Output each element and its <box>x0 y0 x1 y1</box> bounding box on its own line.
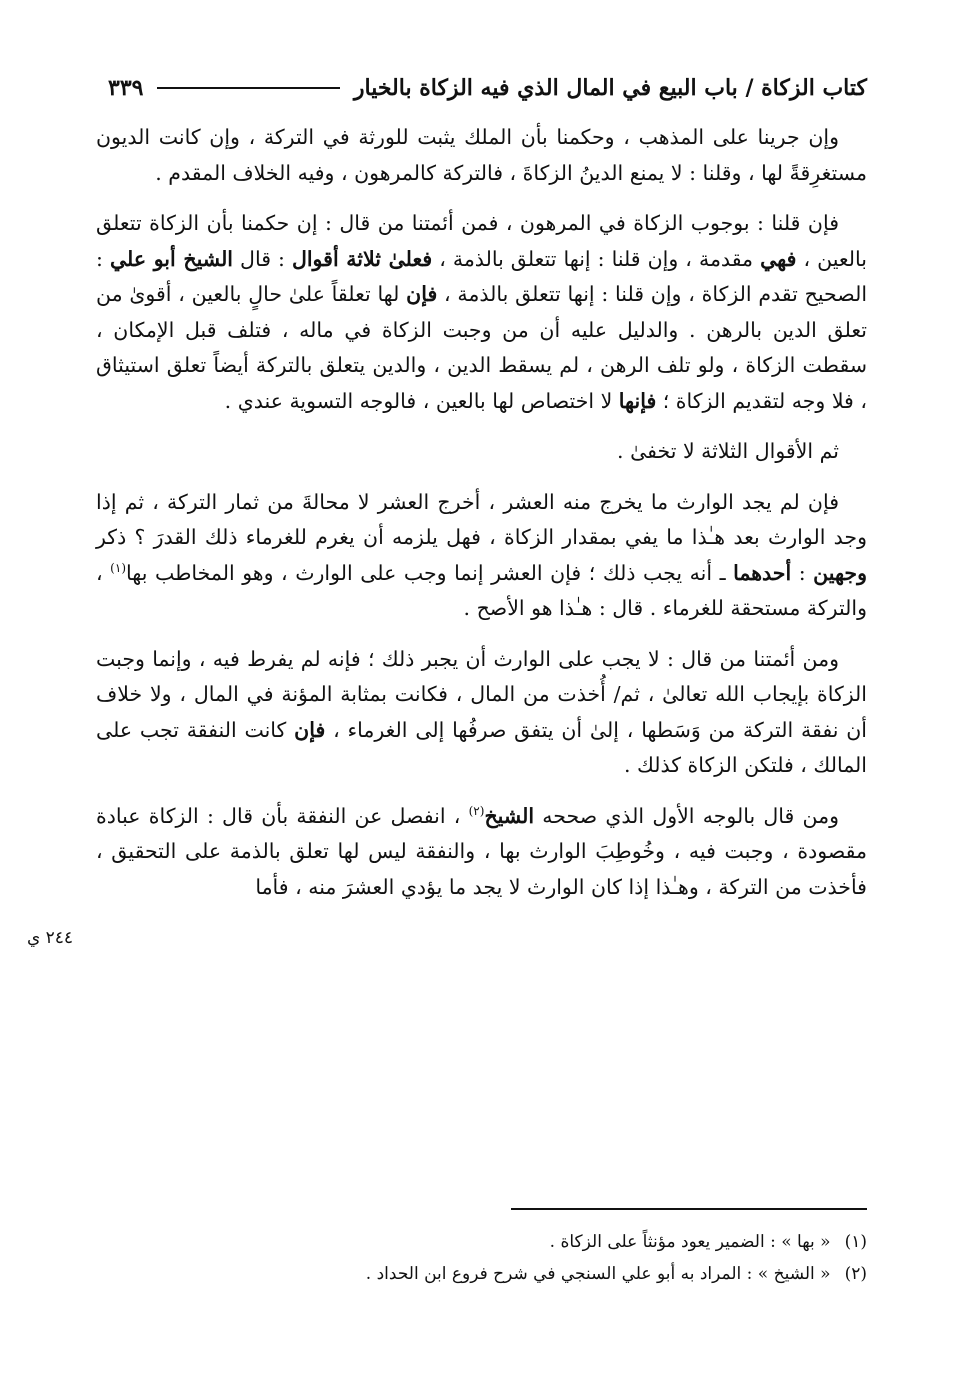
text-run: ثم الأقوال الثلاثة لا تخفىٰ . <box>617 439 839 463</box>
paragraph <box>96 799 867 906</box>
paragraph <box>96 485 867 627</box>
header-rule <box>157 87 339 89</box>
footnotes <box>96 1226 867 1290</box>
text-run: ومن قال بالوجه الأول الذي صححه <box>534 803 839 828</box>
footnote-ref: (٢) <box>468 803 485 818</box>
paragraph <box>96 434 867 470</box>
running-header <box>108 70 867 106</box>
main-text <box>96 120 867 920</box>
bold-term: فإنها <box>618 388 657 413</box>
bold-term: فإن <box>406 282 438 306</box>
paragraph <box>96 120 867 191</box>
text-run: كانت النفقة تجب على المالك ، فلتكن الزكاة كذلك . <box>96 717 867 777</box>
bold-term: فإن <box>294 717 326 742</box>
text-run: مقدمة ، وإن قلنا : إنها تتعلق بالذمة ، <box>432 246 761 271</box>
bold-term: فعلىٰ ثلاثة أقوال <box>291 246 433 271</box>
footnote-number: (٢) <box>844 1264 867 1284</box>
footnote-number: (١) <box>844 1232 867 1252</box>
footnote-text: « بها » : الضمير يعود مؤنثاً على الزكاة . <box>549 1232 831 1252</box>
bold-term: الشيخ أبو علي <box>109 246 234 271</box>
text-run: ـ أنه يجب ذلك ؛ فإن العشر إنما وجب على الوارث ، وهو المخاطب بها <box>126 560 734 585</box>
text-run: لا اختصاص لها بالعين ، فالوجه التسوية عندي . <box>224 388 619 413</box>
text-run: وإن جرينا على المذهب ، وحكمنا بأن الملك يثبت للورثة في التركة ، وإن كانت الديون مستغرِقةً لها ، وقلنا : لا يمنع الدينُ الزكاةَ ، فالتركة كالمرهون ، وفيه الخلاف المقدم . <box>96 125 867 185</box>
bold-term: وجهين <box>813 560 867 585</box>
paragraph <box>96 642 867 784</box>
paragraph <box>96 206 867 419</box>
text-run: فإن لم يجد الوارث ما يخرج منه العشر ، أخرج العشر لا محالةَ من ثمار التركة ، ثم إذا وجد الوارث بعد هـٰذا ما يفي بمقدار الزكاة ، فهل يلزمه أن يغرم للغرماء ذلك القدرَ ؟ ذكر <box>96 489 867 549</box>
text-run: ومن أئمتنا من قال : لا يجب على الوارث أن يجبر ذلك ؛ فإنه لم يفرط فيه ، وإنما وجبت الزكاة بإيجاب الله تعالىٰ ، ثم/ أُخذت من المال ، فكانت بمثابة المؤنة في المال ، ولا خلاف أن نفقة التركة من وَسَطها ، إلىٰ أن يتفق صرفُها إلى الغرماء ، <box>96 646 867 742</box>
margin-note: ٢٤٤ ي <box>26 928 74 948</box>
page-number: ٣٣٩ <box>108 75 144 101</box>
text-run: : <box>791 560 814 585</box>
footnote-rule <box>511 1208 867 1210</box>
text-run: فإن قلنا : بوجوب الزكاة في المرهون ، فمن أئمتنا من قال : إن حكمنا بأن الزكاة تتعلق بالعين ، <box>96 211 867 271</box>
text-run: : قال <box>233 246 292 271</box>
text-run: : الصحيح تقدم الزكاة ، وإن قلنا : إنها تتعلق بالذمة ، <box>96 246 868 306</box>
footnote-ref: (١) <box>110 560 126 575</box>
bold-term: أحدهما <box>733 560 792 585</box>
text-run: لها تعلقاً علىٰ حالٍ بالعين ، أقوىٰ من تعلق الدين بالرهن . والدليل عليه أن من وجبت الزكاة في ماله ، فتلف قبل الإمكان ، سقطت الزكاة ، ولو تلف الرهن ، لم يسقط الدين ، والدين يتعلق بالتركة أيضاً تعلق استيثاق ، فلا وجه لتقديم الزكاة ؛ <box>96 282 867 413</box>
bold-term: الشيخ <box>484 803 535 828</box>
footnote-text: « الشيخ » : المراد به أبو علي السنجي في شرح فروع ابن الحداد . <box>365 1264 831 1284</box>
footnote <box>96 1226 867 1258</box>
footnote <box>96 1258 867 1290</box>
header-title: كتاب الزكاة / باب البيع في المال الذي فيه الزكاة بالخيار <box>353 75 867 101</box>
text-run: ، انفصل عن النفقة بأن قال : الزكاة عبادة مقصودة ، وجبت فيه ، وخُوطِبَ الوارث بها ، والنفقة ليس لها تعلق بالذمة على التحقيق ، فأخذت من التركة ، وهـٰذا إذا كان الوارث لا يجد ما يؤدي العشرَ منه ، فأما <box>96 803 867 899</box>
text-run: ، والتركة مستحقة للغرماء . قال : هـٰذا هو الأصح . <box>96 560 867 620</box>
bold-term: فهي <box>760 246 797 271</box>
